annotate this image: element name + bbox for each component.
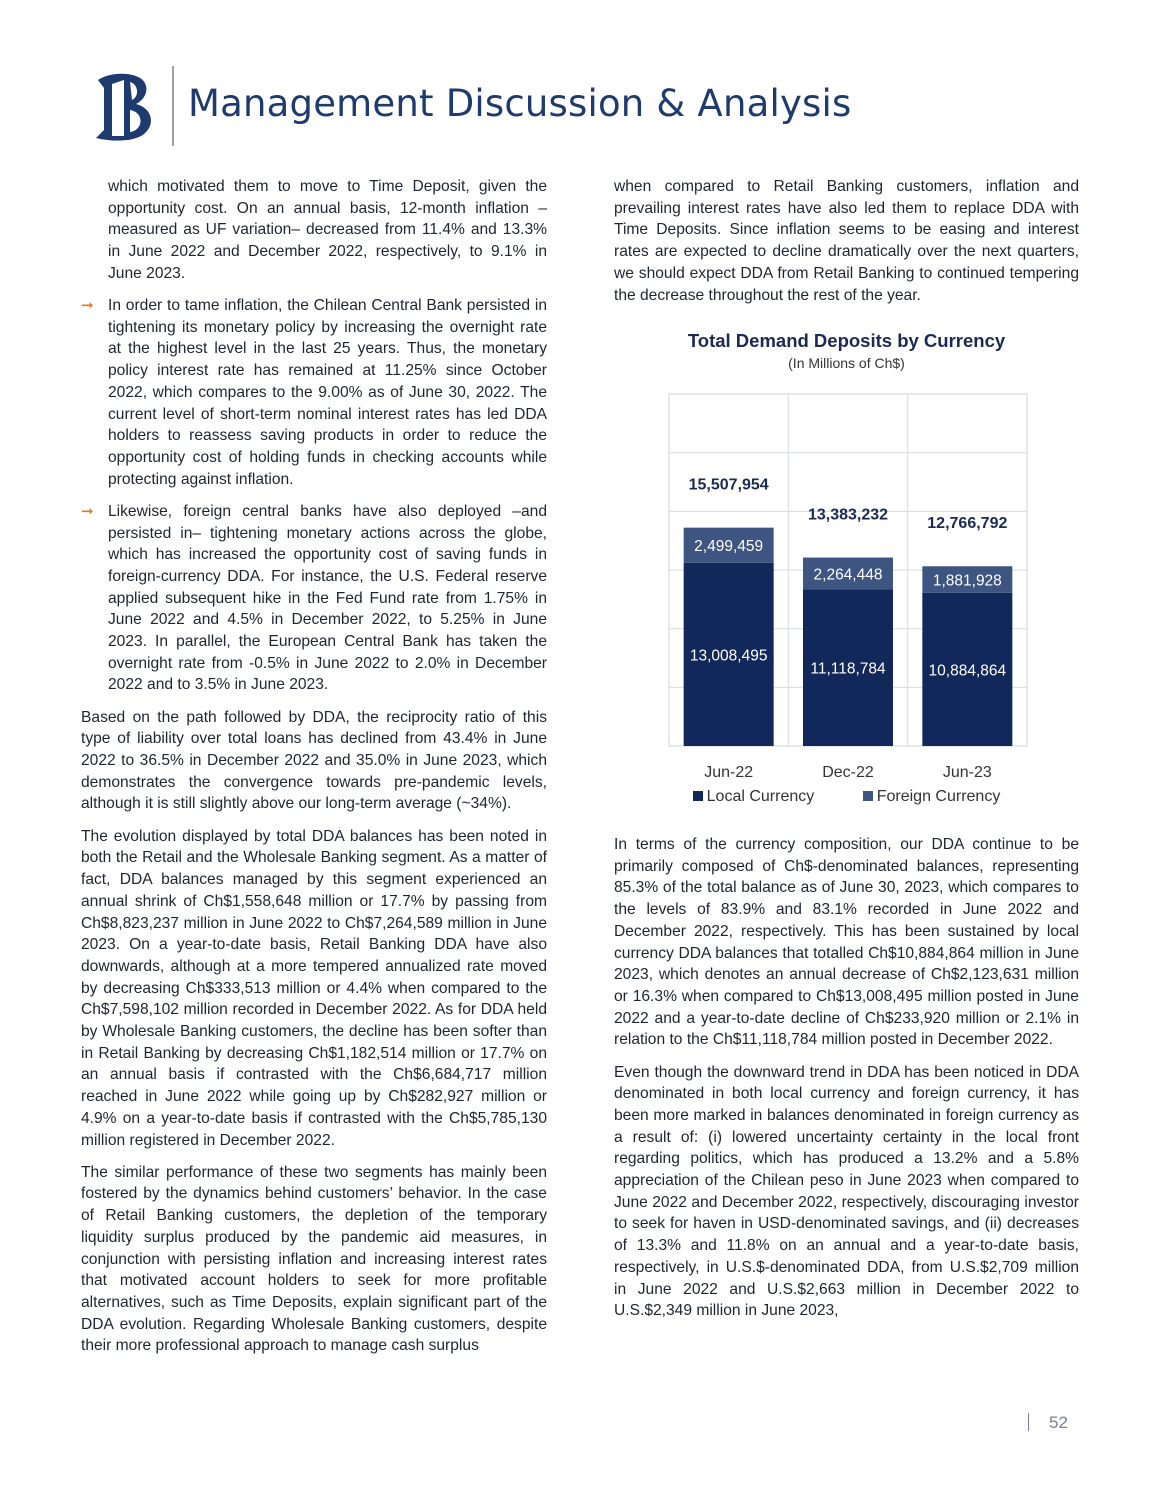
- right-text-column-bottom: [614, 834, 1079, 1332]
- page-footer: [1028, 1413, 1068, 1433]
- data-label-local: 10,884,864: [928, 662, 1007, 680]
- chart-subtitle: (In Millions of Ch$): [788, 355, 905, 371]
- page-title: Management Discussion & Analysis: [188, 82, 852, 125]
- data-label-foreign: 2,264,448: [813, 566, 883, 584]
- data-label-local: 13,008,495: [689, 647, 768, 665]
- left-text-column: [81, 176, 547, 1368]
- header-divider: [172, 66, 174, 146]
- bullet-text: Likewise, foreign central banks have also deployed –and persisted in– tightening monetary actions across the globe, which has increased the opportunity cost of saving funds in foreign-currency DDA. For instance, the U.S. Federal reserve applied subsequent hike in the Fed Fund rate from 1.75% in June 2022 and 4.5% in December 2022, to 5.25% in June 2023. In parallel, the European Central Bank has taken the overnight rate from -0.5% in June 2022 to 2.0% in December 2022 and to 3.5% in June 2023.: [108, 502, 547, 694]
- x-tick-label: Dec-22: [822, 764, 874, 781]
- chart-legend: [614, 788, 1079, 806]
- bank-logo: [90, 70, 162, 146]
- chart-plot: [614, 326, 1079, 786]
- footer-divider: [1028, 1413, 1029, 1431]
- data-label-total: 13,383,232: [807, 506, 889, 524]
- paragraph: The evolution displayed by total DDA balances has been noted in both the Retail and the Wholesale Banking segment. As a matter of fact, DDA balances managed by this segment experienced an annual shrink of Ch$1,558,648 million or 17.7% by passing from Ch$8,823,237 million in June 2022 to Ch$7,264,589 million in June 2023. On a year-to-date basis, Retail Banking DDA have also downwards, although at a more tempered annualized rate moved by decreasing Ch$333,513 million or 4.4% when compared to the Ch$7,598,102 million recorded in December 2022. As for DDA held by Wholesale Banking customers, the decline has been softer than in Retail Banking by decreasing Ch$1,182,514 million or 17.7% on an annual basis if contrasted with the Ch$6,684,717 million reached in June 2022 while going up by Ch$282,927 million or 4.9% on a year-to-date basis if contrasted with the Ch$5,785,130 million registered in December 2022.: [81, 827, 547, 1149]
- legend-label: Local Currency: [706, 788, 815, 805]
- data-label-total: 15,507,954: [688, 476, 769, 494]
- arrow-bullet-icon: ➞: [81, 502, 94, 520]
- data-label-local: 11,118,784: [810, 660, 886, 678]
- legend-swatch: [863, 791, 873, 801]
- chart-title: Total Demand Deposits by Currency: [687, 330, 1006, 351]
- bullet-text: In order to tame inflation, the Chilean Central Bank persisted in tightening its monetary policy by increasing the overnight rate at the highest level in the last 25 years. Thus, the monetary policy interest rate has remained at 11.25% since October 2022, which compares to the 9.00% as of June 30, 2022. The current level of short-term nominal interest rates has led DDA holders to reassess saving products in order to reduce the opportunity cost of holding funds in checking accounts while protecting against inflation.: [108, 297, 547, 488]
- demand-deposits-chart: [614, 326, 1079, 826]
- legend-item-foreign: [863, 788, 1001, 805]
- paragraph: Even though the downward trend in DDA has been noticed in DDA denominated in both local currency and foreign currency, it has been more marked in balances denominated in foreign currency as a result of: (i) lowered uncertainty certainty in the local front regarding politics, which has produced a 13.2% and a 5.8% appreciation of the Chilean peso in June 2023 when compared to June 2022 and December 2022, respectively, discouraging investor to seek for haven in USD-denominated savings, and (ii) decreases of 13.3% and 11.8% on an annual and a year-to-date basis, respectively, in U.S.$-denominated DDA, from U.S.$2,709 million in June 2022 and U.S.$2,663 million in December 2022 to U.S.$2,349 million in June 2023,: [614, 1063, 1079, 1320]
- data-label-foreign: 1,881,928: [932, 572, 1002, 590]
- paragraph: In terms of the currency composition, our DDA continue to be primarily composed of Ch$-denominated balances, representing 85.3% of the total balance as of June 30, 2023, which compares to the levels of 83.9% and 83.1% recorded in June 2022 and December 2022, respectively. This has been sustained by local currency DDA balances that totalled Ch$10,884,864 million in June 2023, which denotes an annual decrease of Ch$2,123,631 million or 16.3% when compared to Ch$13,008,495 million posted in June 2022 and a year-to-date decline of Ch$233,920 million or 2.1% in relation to the Ch$11,118,784 million posted in December 2022.: [614, 836, 1079, 1049]
- data-label-foreign: 2,499,459: [694, 538, 764, 556]
- paragraph: Based on the path followed by DDA, the reciprocity ratio of this type of liability over total loans has declined from 43.4% in June 2022 to 36.5% in December 2022 and 35.0% in June 2023, which demonstrates the convergence towards pre-pandemic levels, although it is still slightly above our long-term average (~34%).: [81, 708, 547, 813]
- legend-label: Foreign Currency: [876, 788, 1001, 805]
- paragraph: when compared to Retail Banking customers, inflation and prevailing interest rates have also led them to replace DDA with Time Deposits. Since inflation seems to be easing and interest rates are expected to decline dramatically over the next quarters, we should expect DDA from Retail Banking to continued tempering the decrease throughout the rest of the year.: [614, 178, 1079, 304]
- legend-item-local: [693, 788, 819, 805]
- page-header: [90, 64, 990, 154]
- paragraph: The similar performance of these two segments has mainly been fostered by the dynamics behind customers’ behavior. In the case of Retail Banking customers, the depletion of the temporary liquidity surplus produced by the pandemic aid measures, in conjunction with persisting inflation and increasing interest rates that motivated account holders to seek for more profitable alternatives, such as Time Deposits, explain significant part of the DDA evolution. Regarding Wholesale Banking customers, despite their more professional approach to manage cash surplus: [81, 1163, 547, 1355]
- legend-swatch: [693, 791, 703, 801]
- right-text-column-top: [614, 176, 1079, 317]
- paragraph: which motivated them to move to Time Deposit, given the opportunity cost. On an annual basis, 12-month inflation –measured as UF variation– decreased from 11.4% and 13.3% in June 2022 and December 2022, respectively, to 9.1% in June 2023.: [108, 178, 547, 282]
- bullet-item: [81, 501, 547, 696]
- arrow-bullet-icon: ➞: [81, 297, 94, 315]
- bullet-item: [81, 295, 547, 490]
- x-tick-label: Jun-22: [704, 764, 754, 781]
- page-number: 52: [1049, 1413, 1068, 1432]
- x-tick-label: Jun-23: [942, 764, 992, 781]
- data-label-total: 12,766,792: [927, 515, 1008, 533]
